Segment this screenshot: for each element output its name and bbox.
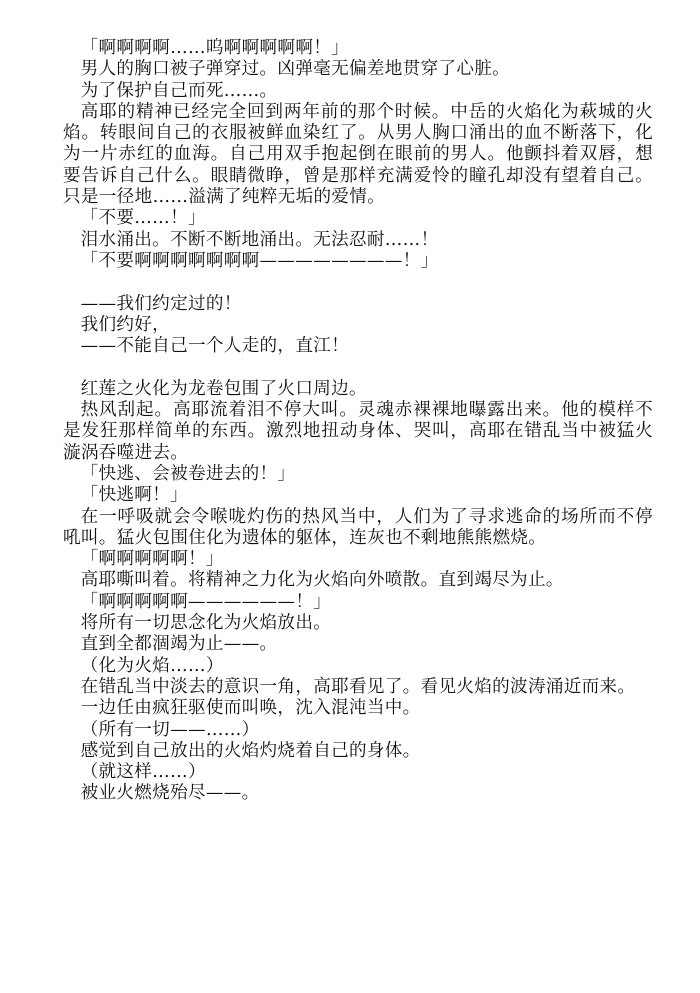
paragraph: 高耶的精神已经完全回到两年前的那个时候。中岳的火焰化为萩城的火焰。转眼间自己的衣服被鲜血染红了。从男人胸口涌出的血不断落下，化为一片赤红的血海。自己用双手抱起倒在眼前的男人。他颤抖着双唇，想要告诉自己什么。眼睛微睁，曾是那样充满爱怜的瞳孔却没有望着自己。只是一径地……溢满了纯粹无垢的爱情。 bbox=[63, 101, 653, 208]
blank-line bbox=[63, 357, 653, 378]
paragraph: 「快逃、会被卷进去的！」 bbox=[80, 463, 296, 484]
paragraph: 红莲之火化为龙卷包围了火口周边。 bbox=[80, 378, 367, 399]
paragraph: 热风刮起。高耶流着泪不停大叫。灵魂赤裸裸地曝露出来。他的模样不是发狂那样简单的东西。激烈地扭动身体、哭叫，高耶在错乱当中被猛火漩涡吞噬进去。 bbox=[63, 400, 653, 463]
paragraph: 「啊啊啊啊啊！」 bbox=[80, 549, 224, 570]
paragraph: （化为火焰……） bbox=[80, 655, 224, 676]
paragraph: （就这样……） bbox=[80, 762, 206, 783]
paragraph: （所有一切——……） bbox=[80, 719, 260, 740]
paragraph: ——不能自己一个人走的，直江！ bbox=[80, 336, 350, 357]
paragraph: 「啊啊啊啊……呜啊啊啊啊啊！」 bbox=[80, 38, 350, 58]
paragraph: ——我们约定过的！ bbox=[80, 293, 242, 314]
paragraph: 在一呼吸就会令喉咙灼伤的热风当中，人们为了寻求逃命的场所而不停吼叫。猛火包围住化为遗体的躯体，连灰也不剩地熊熊燃烧。 bbox=[63, 506, 653, 548]
paragraph: 被业火燃烧殆尽——。 bbox=[80, 783, 260, 804]
paragraph: 「快逃啊！」 bbox=[80, 485, 188, 506]
paragraph: 一边任由疯狂驱使而叫唤，沈入混沌当中。 bbox=[80, 698, 421, 719]
paragraph: 直到全都涸竭为止——。 bbox=[80, 634, 278, 655]
novel-page bbox=[63, 38, 653, 805]
paragraph: 「不要啊啊啊啊啊啊啊————————！」 bbox=[80, 250, 439, 271]
paragraph: 「不要……！」 bbox=[80, 208, 206, 229]
paragraph: 男人的胸口被子弹穿过。凶弹毫无偏差地贯穿了心脏。 bbox=[80, 59, 511, 80]
paragraph: 高耶嘶叫着。将精神之力化为火焰向外喷散。直到竭尽为止。 bbox=[80, 570, 564, 591]
paragraph: 「啊啊啊啊啊——————！」 bbox=[80, 591, 332, 612]
paragraph: 为了保护自己而死……。 bbox=[80, 80, 278, 101]
blank-line bbox=[63, 272, 653, 293]
paragraph: 将所有一切思念化为火焰放出。 bbox=[80, 613, 332, 634]
paragraph: 我们约好， bbox=[80, 314, 171, 335]
paragraph: 感觉到自己放出的火焰灼烧着自己的身体。 bbox=[80, 740, 421, 761]
paragraph: 泪水涌出。不断不断地涌出。无法忍耐……！ bbox=[80, 229, 439, 250]
paragraph: 在错乱当中淡去的意识一角，高耶看见了。看见火焰的波涛涌近而来。 bbox=[80, 676, 636, 697]
